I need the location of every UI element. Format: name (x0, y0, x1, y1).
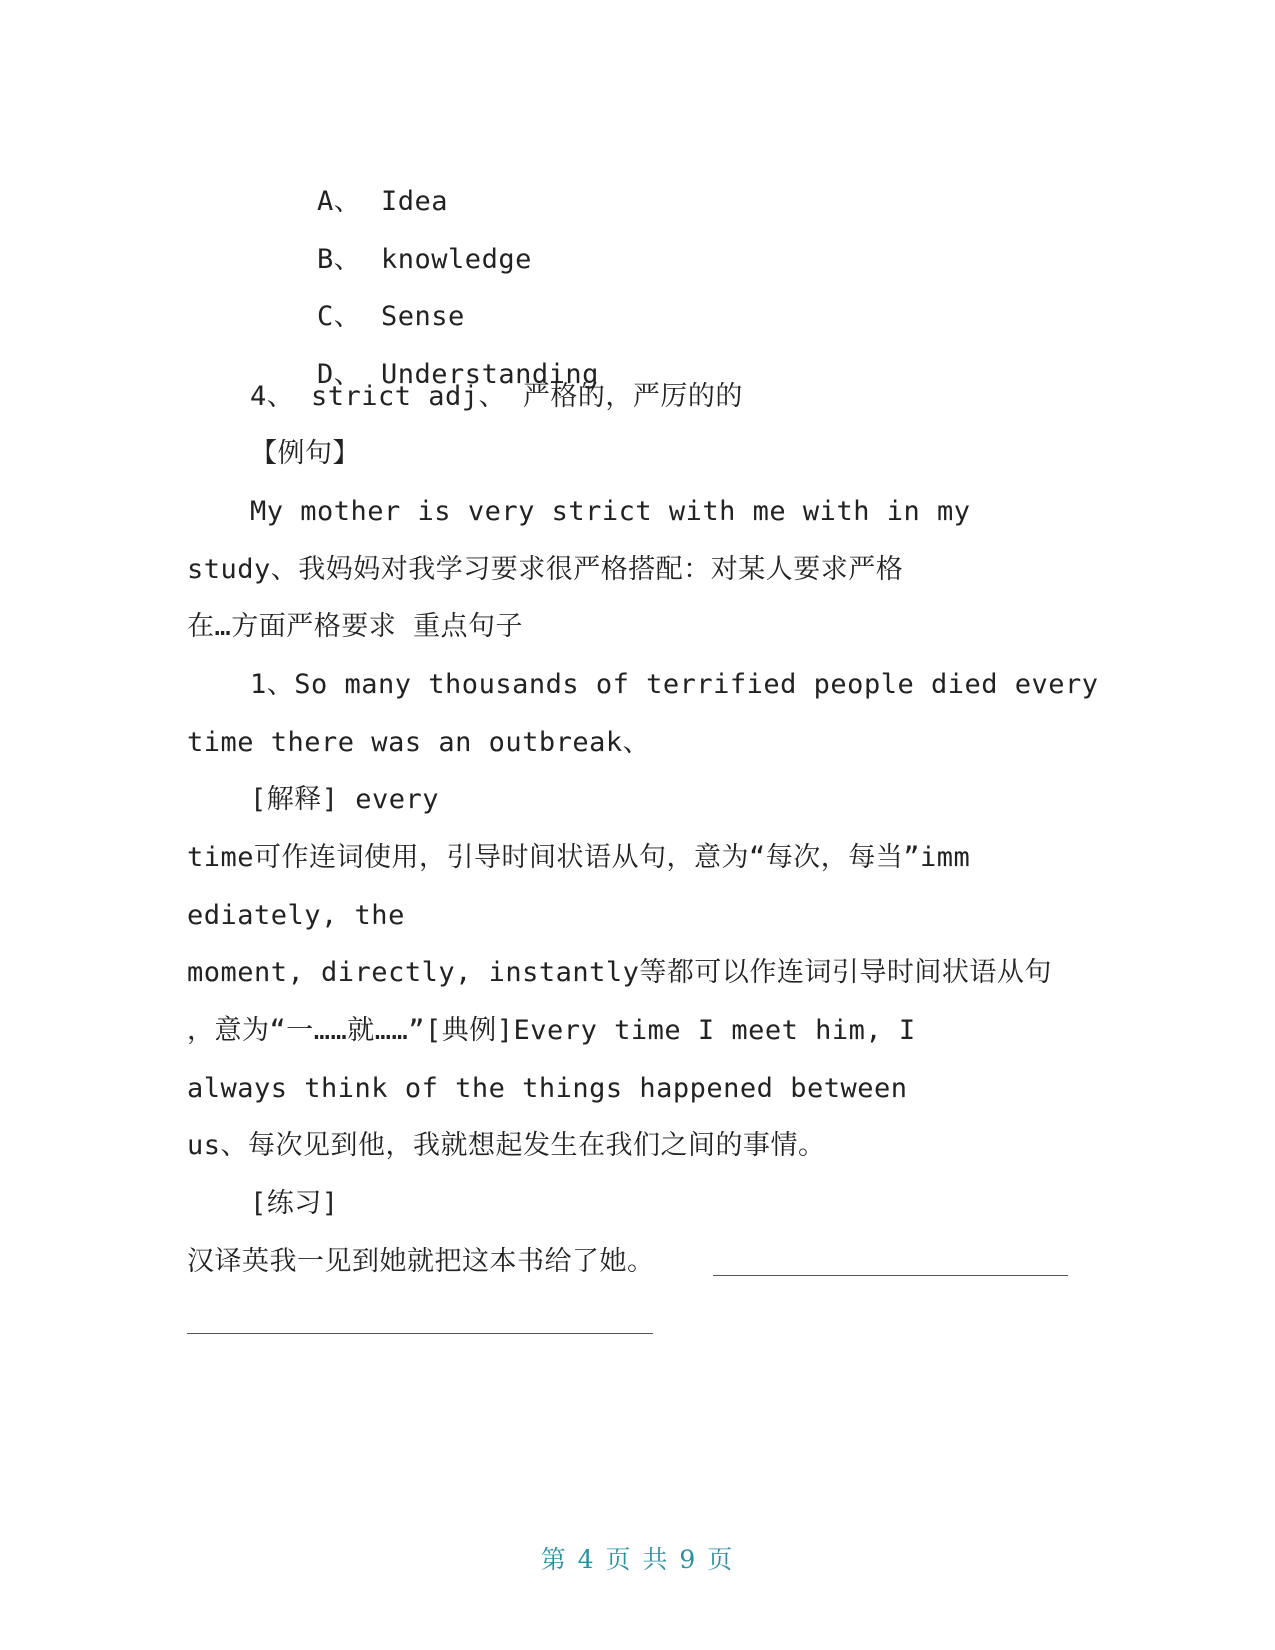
explanation-line-7: us、每次见到他，我就想起发生在我们之间的事情。 (187, 1130, 826, 1161)
option-c-label: C、 (317, 301, 362, 332)
key-sentence-line-2: time there was an outbreak、 (187, 727, 651, 758)
option-d-label: D、 (317, 359, 362, 390)
example-heading: 【例句】 (250, 438, 360, 469)
option-d-text: Understanding (381, 359, 599, 390)
option-b-label: B、 (317, 244, 362, 275)
vocab-entry: 4、 strict adj、 严格的，严厉的的 (250, 381, 743, 412)
option-b-text: knowledge (381, 244, 532, 275)
explanation-line-6: always think of the things happened between (187, 1073, 908, 1104)
example-line-1: My mother is very strict with me with in my (250, 496, 971, 527)
answer-blank-line-2[interactable] (187, 1333, 653, 1334)
explanation-line-4: moment, directly, instantly等都可以作连词引导时间状语从句 (187, 957, 1052, 988)
option-c-text: Sense (381, 301, 465, 332)
practice-prompt: 汉译英我一见到她就把这本书给了她。 (187, 1246, 655, 1277)
option-a-label: A、 (317, 186, 362, 217)
page-footer: 第 4 页 共 9 页 (540, 1545, 735, 1574)
practice-heading: [练习] (250, 1188, 339, 1219)
option-a-text: Idea (381, 186, 449, 217)
explanation-line-2: time可作连词使用，引导时间状语从句，意为“每次，每当”imm (187, 842, 971, 873)
example-line-3: 在…方面严格要求 重点句子 (187, 611, 524, 642)
explanation-line-5: ，意为“一……就……”[典例]Every time I meet him, I (187, 1015, 916, 1046)
answer-blank-line-1[interactable] (713, 1275, 1068, 1276)
example-line-2: study、我妈妈对我学习要求很严格搭配：对某人要求严格 (187, 554, 904, 585)
explanation-line-1: [解释] every (250, 784, 440, 815)
explanation-line-3: ediately, the (187, 900, 405, 931)
key-sentence-line-1: 1、So many thousands of terrified people died every (250, 669, 1099, 700)
